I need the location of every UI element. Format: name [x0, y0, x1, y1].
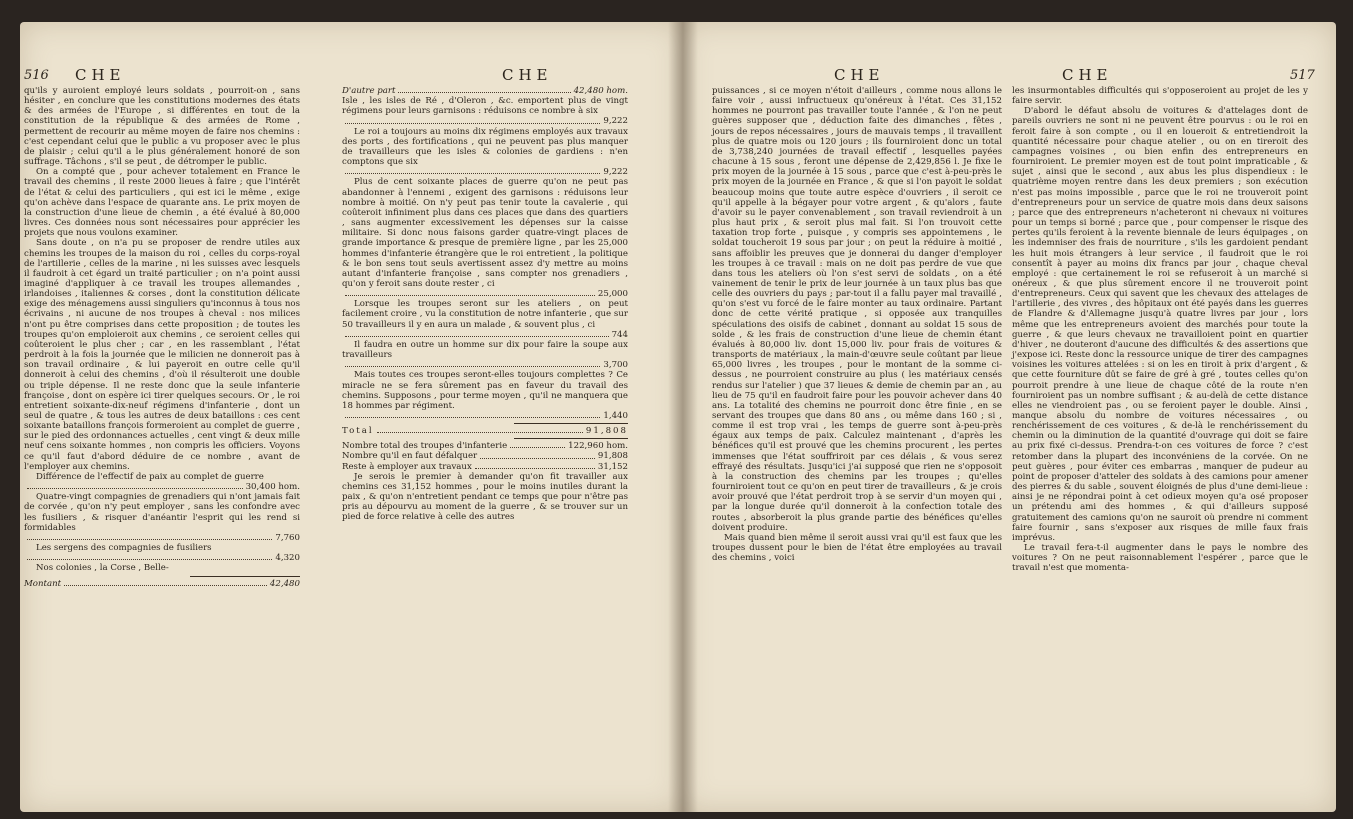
right-column-1 — [712, 86, 1002, 563]
left-column-2 — [342, 86, 628, 523]
paragraph: On a compté que , pour achever totalement en France le travail des chemins , il reste 2000 lieues à faire ; que l'intérêt de l'état & celui des particuliers , qui est ici le même , exige qu'on achève dans l'espace de quarante ans. Le prix moyen de la construction d'une lieue de chemin , a été évalué à 80,000 livres. Ces données nous sont nécessaires pour apprécier les projets que nous voulons examiner. — [24, 167, 300, 239]
paragraph: Il faudra en outre un homme sur dix pour faire la soupe aux travailleurs — [342, 339, 628, 361]
running-head-left-col1: CHE — [75, 66, 126, 84]
sum-line: 30,400 hom. — [24, 482, 300, 492]
summary-line: Nombre total des troupes d'infanterie 122,960 hom. — [342, 441, 628, 452]
value-line: 9,222 — [342, 167, 628, 177]
value-line: 25,000 — [342, 289, 628, 299]
book-gutter — [668, 22, 698, 812]
rule — [514, 438, 628, 439]
page-number-left: 516 — [24, 68, 49, 83]
sum-label: Quatre-vingt compagnies de grenadiers qui n'ont jamais fait de corvée , qu'on n'y peut employer , sans les confondre avec les fusiliers , & risquer d'anéantir l'esprit qui les rend si formidables — [24, 492, 300, 533]
sum-label: Les sergens des compagnies de fusiliers — [36, 543, 212, 554]
sum-line: 7,760 — [24, 533, 300, 543]
paragraph: Le roi a toujours au moins dix régimens employés aux travaux des ports , des fortifications , qui ne peuvent pas plus manquer de travailleurs que les isles & colonies de gardiens : n'en comptons que six — [342, 126, 628, 168]
paragraph: Isle , les isles de Ré , d'Oleron , &c. emportent plus de vingt régimens pour leurs garnisons : réduisons ce nombre à six — [342, 96, 628, 117]
value-line: 744 — [342, 330, 628, 340]
paragraph: Le travail fera-t-il augmenter dans le pays le nombre des voitures ? On ne peut raisonnablement l'espérer , parce que le travail n'est que momenta- — [1012, 543, 1308, 574]
value-line: 9,222 — [342, 116, 628, 126]
sum-label: Nos colonies , la Corse , Belle- — [36, 563, 169, 574]
left-column-1 — [24, 86, 300, 589]
rule — [190, 576, 300, 577]
paragraph: Différence de l'effectif de paix au complet de guerre — [36, 471, 264, 482]
total-line: Total 91,808 — [342, 426, 628, 437]
paragraph: Plus de cent soixante places de guerre qu'on ne peut pas abandonner à l'ennemi , exigent des garnisons : réduisons leur nombre à moitié. On n'y peut pas tenir toute la cavalerie , qui coûteroit infiniment plus dans ces places que dans des quartiers , sans augmenter excessivement les dépenses sur la caisse militaire. Si donc nous faisons garder quatre-vingt places de grande importance & presque de première ligne , par les 25,000 hommes d'infanterie étrangère que le roi entretient , la politique & le bon sens tout seuls avertissent assez d'y mettre au moins autant d'infanterie françoise , sans compter nos grenadiers , qu'on y feroit sans doute rester , ci — [342, 177, 628, 289]
subtotal-line: Montant 42,480 — [24, 578, 300, 589]
paragraph: Mais quand bien même il seroit aussi vrai qu'il est faux que les troupes dussent pour le bien de l'état être employées au travail des chemins , voici — [712, 532, 1002, 564]
paragraph: qu'ils y auroient employé leurs soldats , pourroit-on , sans hésiter , en conclure que les constitutions modernes des états & des armées de l'Europe , si différentes en tout de la constitution de la république & des armées de Rome , permettent de recourir au même moyen de faire nos chemins : c'est cependant celui que le public a vu proposer avec le plus de plaisir ; celui qu'il a le plus généralement honoré de son suffrage. Tâchons , s'il se peut , de détromper le public. — [24, 86, 300, 168]
paragraph: D'abord le défaut absolu de voitures & d'attelages dont de pareils ouvriers ne sont ni ne peuvent être pourvus : ou le roi en feroit faire à son compte , ou il en loueroit & entretiendroit la quantité nécessaire pour chaque atelier , ou on en tireroit des campagnes voisines , ou bien enfin des entrepreneurs en fourniroient. Le premier moyen est de tout point impraticable , & sujet , ainsi que le second , aux abus les plus dispendieux : le quatrième moyen rentre dans les deux premiers ; son exécution n'est pas moins impossible , parce que le roi ne trouveroit point d'entrepreneurs pour un service de quatre mois dans deux saisons ; parce que des entrepreneurs n'acheteront ni chevaux ni voitures pour un temps si borné ; parce que , pour compenser le risque des pertes qu'ils feroient à la revente biennale de leurs équipages , on les indemniser des frais de nourriture , s'ils les gardoient pendant les huit mois étrangers à leur service , il faudroit que le roi consentît à payer au moins dix francs par jour , chaque cheval employé : que certainement le roi se refuseroit à un marché si onéreux , & que plus sûrement encore il ne trouveroit point d'entrepreneurs. Ceux qui savent que les chevaux des attelages de l'artillerie , des vivres , des hôpitaux ont été payés dans les guerres de Flandre & d'Allemagne jusqu'à quatre livres par jour , lors même que les entrepreneurs avoient des marchés pour toute la guerre , & que leurs chevaux ne travailloient point en quartier d'hiver , ne douteront d'aucune des difficultés & des assertions que j'expose ici. Reste donc la ressource unique de tirer des campagnes voisines les voitures attelées : si on les en tiroit à prix d'argent , & que cette fourniture dût se faire de gré à gré , toutes celles qu'on pourroit prendre à une lieue de chaque côté de la route n'en fourniroient pas un nombre suffisant ; & au-delà de cette distance elles ne viendroient pas , ou se feroient payer le double. Ainsi , manque absolu du nombre de voitures nécessaires , ou renchérissement de ces voitures , & de-là le renchérissement du chemin ou la diminution de la quantité d'ouvrage qui doit se faire au prix fixé ci-dessus. Prendra-t-on ces voitures de force ? c'est retomber dans la plupart des inconvéniens de la corvée. On ne peut guères , pour éviter ces embarras , manquer de pudeur au point de proposer d'atteler des soldats à des camions pour amener des pierres & du sable , souvent éloignés de plus d'une demi-lieue : ainsi je ne répondrai point à cet odieux moyen qu'a osé proposer un prétendu ami des hommes , & qui d'ailleurs supposé gratuitement des camions qu'on ne sauroit où prendre ni comment faire fournir , sans s'exposer aux risques de mille faux frais imprévus. — [1012, 106, 1308, 543]
page-number-right: 517 — [1290, 68, 1315, 83]
paragraph: Lorsque les troupes seront sur les ateliers , on peut facilement croire , vu la constitution de notre infanterie , que sur 50 travailleurs il y en aura un malade , & souvent plus , ci — [342, 299, 628, 330]
right-page — [682, 22, 1336, 812]
rule — [514, 423, 628, 424]
paragraph: Je serois le premier à demander qu'on fit travailler aux chemins ces 31,152 hommes , pour le moins inutiles durant la paix , & qu'on n'entretient pendant ce temps que pour n'être pas pris au dépourvu au moment de la guerre , & se trouver sur un pied de force relative à celle des autres — [342, 471, 628, 523]
running-head-right-col2: CHE — [1062, 66, 1113, 84]
value-line: 3,700 — [342, 360, 628, 370]
value-line: 1,440 — [342, 411, 628, 421]
paragraph: Mais toutes ces troupes seront-elles toujours complettes ? Ce miracle ne se fera sûrement pas en faveur du travail des chemins. Supposons , pour terme moyen , qu'il ne manquera que 18 hommes par régiment. — [342, 370, 628, 411]
paragraph: puissances , si ce moyen n'étoit d'ailleurs , comme nous allons le faire voir , aussi infructueux qu'onéreux à l'état. Ces 31,152 hommes ne pourront pas travailler toute l'année , & l'on ne peut guères supposer que , déduction faite des dimanches , fêtes , jours de repos nécessaires , jours de mauvais temps , il travaillent plus de quatre mois ou 120 jours ; ils fourniroient donc un total de 3,738,240 journées de travail effectif , lesquelles payées chacune à 15 sous , feront une dépense de 2,429,856 l. Je fixe le prix moyen de la journée à 15 sous , parce que c'est à-peu-près le prix moyen de la journée en France , & que si l'on payoit le soldat beaucoup moins que toute autre espèce d'ouvriers , il seroit ce qu'il appelle à la bégayer pour votre argent , & qu'alors , faute d'avoir su le payer convenablement , son travail reviendroit à un plus haut prix , & seroit plus mal fait. Si l'on trouvoit cette taxation trop forte , puisque , y compris ses appointemens , le soldat toucheroit 19 sous par jour ; on peut la réduire à moitié , sans affoiblir les preuves que je donnerai du danger d'employer les troupes à ce travail : mais on ne doit pas perdre de vue que dans tous les ateliers où l'on s'est servi de soldats , on a été vainement de tenir le prix de leur journée à un taux plus bas que celle des ouvriers du pays ; par-tout il a fallu payer mal travaillé , qu'on s'est vu forcé de le faire monter au taux ordinaire. Partant donc de cette vérité pratique , si opposée aux tranquilles spéculations des oisifs de cabinet , donnant au soldat 15 sous de solde , & les frais de construction d'une lieue de chemin étant évalués à 80,000 liv. dont 15,000 liv. pour frais de voitures & transports de matériaux , la main-d'œuvre seule coûtant par lieue 65,000 livres , les troupes , pour le montant de la somme ci-dessus , ne pourroient construire au plus ( les matériaux censés rendus sur l'atelier ) que 37 lieues & demie de chemin par an , au lieu de 75 qu'il en faudroit faire pour les pouvoir achever dans 40 ans. La totalité des chemins ne pourroit donc être finie , en se servant des troupes que dans 80 ans , ou même dans 160 ; si , comme il est trop vrai , les temps de guerre sont à-peu-près égaux aux temps de paix. Calculez maintenant , d'après les bénéfices qu'il est prouvé que les chemins procurent , les pertes immenses que l'état souffriroit par ces délais , & vous serez effrayé des résultats. Jusqu'ici j'ai supposé que rien ne s'opposoit à la construction des chemins par les troupes ; qu'elles fourniroient tout ce qu'on en peut tirer de travailleurs , & je crois avoir prouvé que l'état perdroit trop à se servir d'un moyen qui , par la longue durée qu'il donneroit à la confection totale des routes , absorberoit la plus grande partie des bénéfices qu'elles doivent produire. — [712, 86, 1002, 533]
running-head-left-col2: CHE — [502, 66, 553, 84]
paragraph: Sans doute , on n'a pu se proposer de rendre utiles aux chemins les troupes de la maison du roi , celles du corps-royal de l'artillerie , celles de la marine , ni les suisses avec lesquels il faudroit à cet égard un traité particulier ; on n'a point aussi imaginé d'appliquer à ce travail les troupes allemandes , irlandoises , italiennes & corses , dont la constitution délicate exige des ménagemens aussi singuliers qu'inconnus à tous nos écrivains , ni aucune de nos troupes à cheval : nos milices n'ont pu être comprises dans cette proposition ; de toutes les troupes qu'on emploieroit aux chemins , ce seroient celles qui coûteroient le plus cher ; car , en les rassemblant , l'état perdroit à la fois la journée que le milicien ne donneroit pas à son travail ordinaire , & lui payeroit en outre celle qu'il donneroit à celui des chemins , d'où il résulteroit une double ou triple dépense. Il ne reste donc que la seule infanterie françoise , dont on espère ici tirer quelques secours. Or , le roi entretient soixante-dix-neuf régimens d'infanterie , dont un seul de quatre , & tous les autres de deux bataillons : ces cent soixante bataillons françois formeroient au complet de guerre , sur le pied des ordonnances actuelles , cent vingt & deux mille neuf cens soixante hommes , non compris les officiers. Voyons ce qu'il faut d'abord déduire de ce nombre , avant de l'employer aux chemins. — [24, 238, 301, 472]
summary-line: Reste à employer aux travaux 31,152 — [342, 461, 628, 472]
sum-line: 4,320 — [24, 553, 300, 563]
summary-line: Nombre qu'il en faut défalquer 91,808 — [342, 451, 628, 462]
running-head-right-col1: CHE — [834, 66, 885, 84]
paragraph: les insurmontables difficultés qui s'opposeroient au projet de les y faire servir. — [1012, 86, 1308, 107]
left-page — [20, 22, 682, 812]
right-column-2 — [1012, 86, 1308, 574]
carried-forward-line: D'autre part 42,480 hom. — [342, 86, 628, 96]
